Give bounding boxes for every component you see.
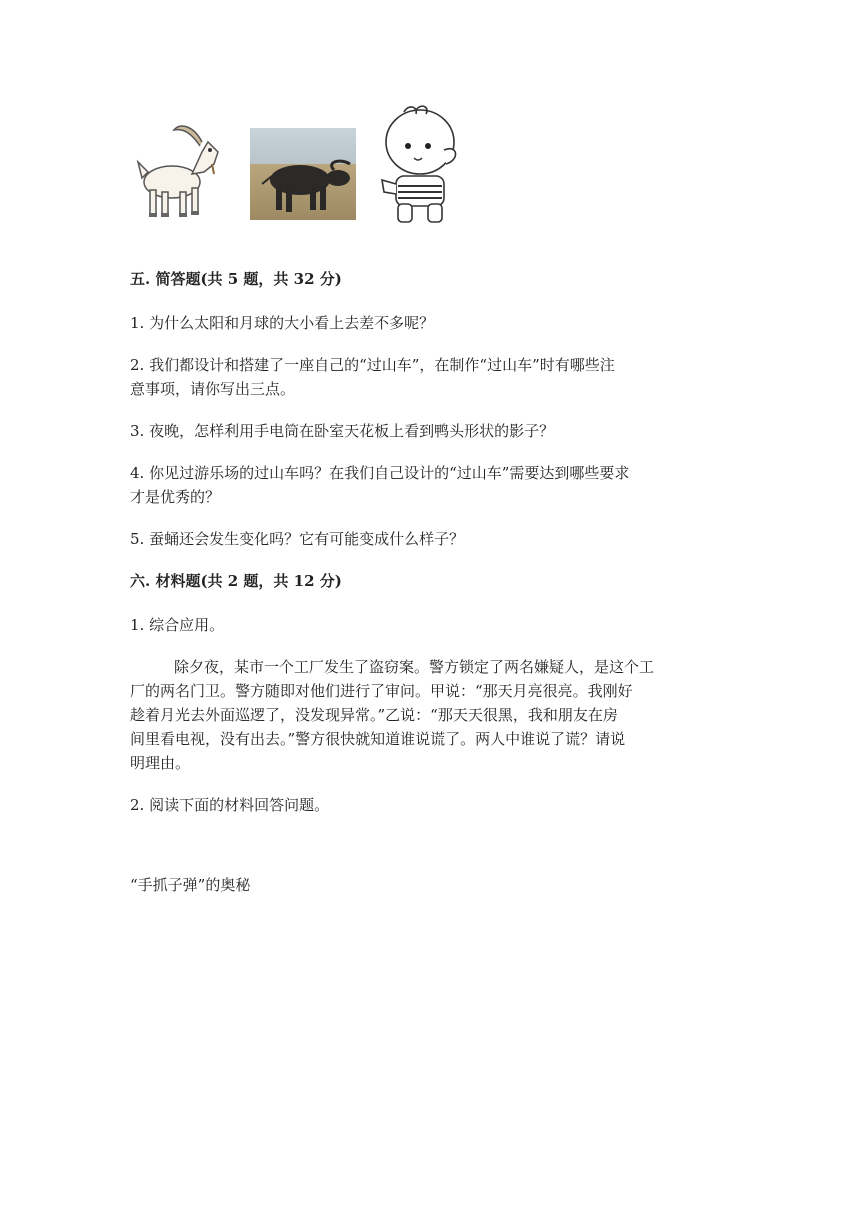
material-paragraph-line-5: 明理由。 [130,754,191,772]
illustration-row [130,100,470,230]
section-5-question-4-line-2: 才是优秀的？ [130,488,221,506]
section-5-title: 五. 简答题(共 5 题，共 32 分) [130,270,342,288]
section-5-question-2-line-2: 意事项，请你写出三点。 [130,380,296,398]
section-6-question-2: 2. 阅读下面的材料回答问题。 [130,796,330,814]
material-paragraph-line-4: 间里看电视，没有出去。”警方很快就知道谁说谎了。两人中谁说了谎？请说 [130,730,626,748]
baby-image [374,100,464,230]
material-paragraph-line-3: 趁着月光去外面巡逻了，没发现异常。”乙说：“那天天很黑，我和朋友在房 [130,706,618,724]
goat-image [130,112,224,222]
material-paragraph-line-1: 除夕夜，某市一个工厂发生了盗窃案。警方锁定了两名嫌疑人，是这个工 [174,658,655,676]
section-5-question-3: 3. 夜晚，怎样利用手电筒在卧室天花板上看到鸭头形状的影子？ [130,422,555,440]
section-5-question-4-line-1: 4. 你见过游乐场的过山车吗？在我们自己设计的“过山车”需要达到哪些要求 [130,464,630,482]
buffalo-image [250,128,356,220]
material-paragraph-line-2: 厂的两名门卫。警方随即对他们进行了审问。甲说：“那天月亮很亮。我刚好 [130,682,633,700]
section-5-question-1: 1. 为什么太阳和月球的大小看上去差不多呢？ [130,314,435,332]
section-6-title: 六. 材料题(共 2 题，共 12 分) [130,572,342,590]
section-5-question-2-line-1: 2. 我们都设计和搭建了一座自己的“过山车”，在制作“过山车”时有哪些注 [130,356,615,374]
article-title: “手抓子弹”的奥秘 [130,876,251,894]
section-5-question-5: 5. 蚕蛹还会发生变化吗？它有可能变成什么样子？ [130,530,465,548]
section-6-question-1: 1. 综合应用。 [130,616,225,634]
